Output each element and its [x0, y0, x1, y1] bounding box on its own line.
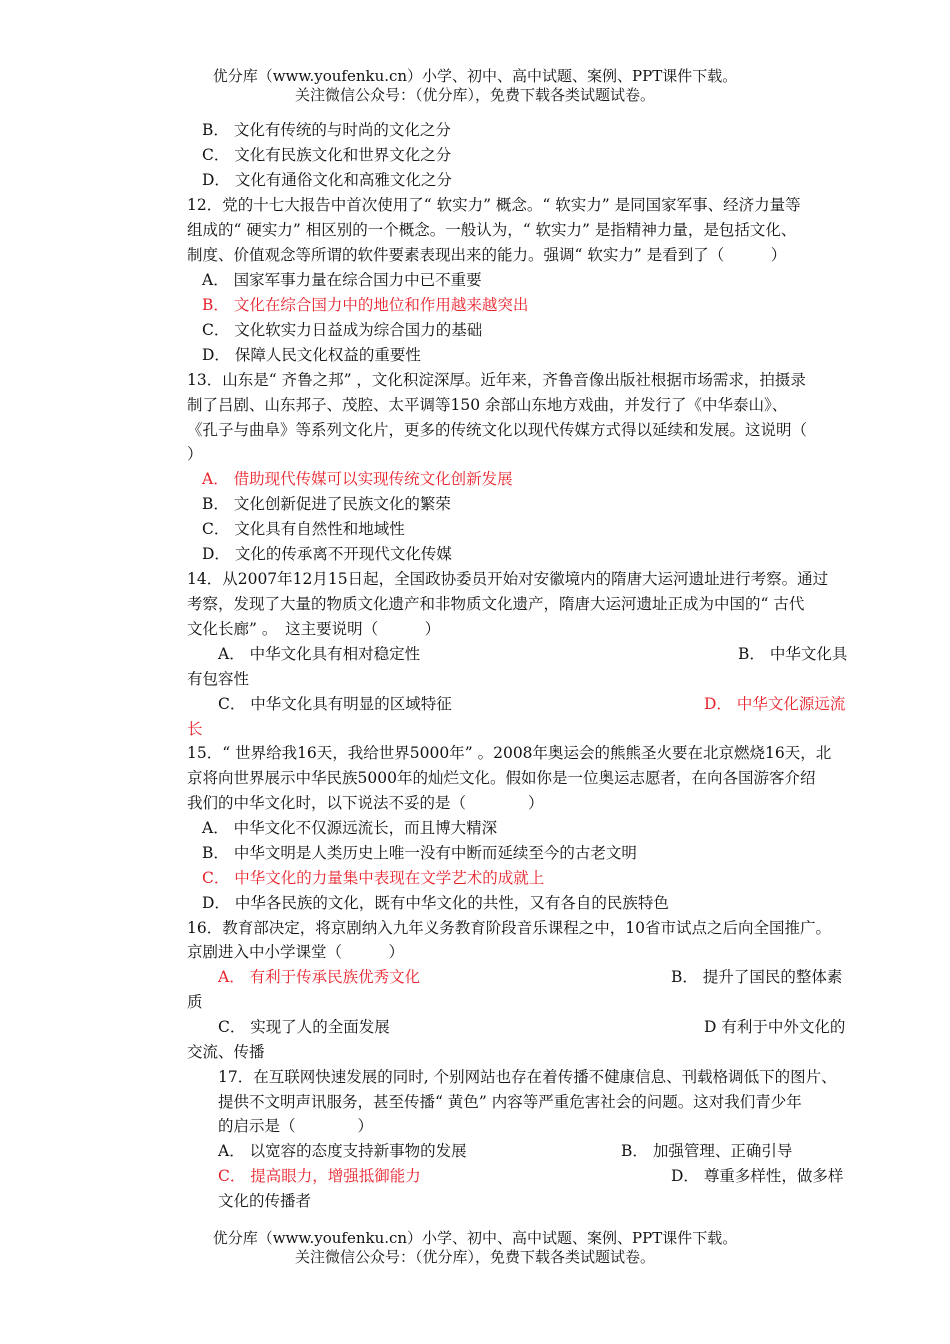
q16-stem-line-1: 16．教育部决定，将京剧纳入九年义务教育阶段音乐课程之中，10省市试点之后向全国推广。 — [187, 919, 831, 937]
header-line-2: 关注微信公众号：（优分库），免费下载各类试题试卷。 — [294, 86, 655, 104]
q17-stem-line-2: 提供不文明声讯服务，甚至传播“ 黄色” 内容等严重危害社会的问题。这对我们青少年 — [218, 1093, 802, 1111]
q11-option-c: C． 文化有民族文化和世界文化之分 — [202, 146, 452, 164]
q16-option-b: B． 提升了国民的整体素 — [671, 968, 843, 986]
q17-option-d: D． 尊重多样性，做多样 — [671, 1167, 844, 1185]
q14-stem-line-2: 考察，发现了大量的物质文化遗产和非物质文化遗产，隋唐大运河遗址正成为中国的“ 古代 — [187, 595, 805, 613]
q16-option-b-continued: 质 — [187, 993, 203, 1011]
q14-option-c: C． 中华文化具有明显的区域特征 — [218, 695, 452, 713]
q12-option-d: D． 保障人民文化权益的重要性 — [202, 346, 421, 364]
q15-option-b: B． 中华文明是人类历史上唯一没有中断而延续至今的古老文明 — [202, 844, 637, 862]
q15-option-d: D． 中华各民族的文化，既有中华文化的共性，又有各自的民族特色 — [202, 894, 669, 912]
q15-stem-line-1: 15．“ 世界给我16天，我给世界5000年” 。2008年奥运会的熊熊圣火要在北京燃烧16天，北 — [187, 744, 832, 762]
q15-option-a: A． 中华文化不仅源远流长，而且博大精深 — [202, 819, 498, 837]
header-line-1: 优分库（www.youfenku.cn）小学、初中、高中试题、案例、PPT课件下载。 — [212, 67, 738, 85]
q16-stem-line-2: 京剧进入中小学课堂（ ） — [187, 943, 405, 961]
q13-option-c: C． 文化具有自然性和地域性 — [202, 520, 405, 538]
q16-option-a-answer: A． 有利于传承民族优秀文化 — [218, 968, 421, 986]
q11-option-b: B． 文化有传统的与时尚的文化之分 — [202, 121, 451, 139]
q12-stem-line-3: 制度、价值观念等所谓的软件要素表现出来的能力。强调“ 软实力” 是看到了（ ） — [187, 246, 787, 264]
q12-option-c: C． 文化软实力日益成为综合国力的基础 — [202, 321, 483, 339]
q12-stem-line-1: 12．党的十七大报告中首次使用了“ 软实力” 概念。“ 软实力” 是同国家军事、经济力量等 — [187, 196, 801, 214]
q14-option-b: B． 中华文化具 — [738, 645, 848, 663]
q17-option-d-continued: 文化的传播者 — [218, 1192, 312, 1210]
footer-line-2: 关注微信公众号：（优分库），免费下载各类试题试卷。 — [294, 1248, 655, 1266]
q17-option-c-answer: C． 提高眼力，增强抵御能力 — [218, 1167, 421, 1185]
q15-stem-line-3: 我们的中华文化时，以下说法不妥的是（ ） — [187, 794, 544, 812]
q13-stem-line-4: ） — [187, 445, 203, 463]
q14-option-d-continued: 长 — [187, 720, 203, 738]
q12-option-b-answer: B． 文化在综合国力中的地位和作用越来越突出 — [202, 296, 529, 314]
q14-option-d-answer: D． 中华文化源远流 — [704, 695, 846, 713]
q14-stem-line-3: 文化长廊” 。 这主要说明（ ） — [187, 620, 441, 638]
q12-option-a: A． 国家军事力量在综合国力中已不重要 — [202, 271, 482, 289]
q17-stem-line-3: 的启示是（ ） — [218, 1117, 374, 1135]
footer-line-1: 优分库（www.youfenku.cn）小学、初中、高中试题、案例、PPT课件下载。 — [212, 1229, 738, 1247]
q11-option-d: D． 文化有通俗文化和高雅文化之分 — [202, 171, 452, 189]
q15-stem-line-2: 京将向世界展示中华民族5000年的灿烂文化。假如你是一位奥运志愿者，在向各国游客介绍 — [187, 769, 816, 787]
q13-option-a-answer: A． 借助现代传媒可以实现传统文化创新发展 — [202, 470, 513, 488]
q14-stem-line-1: 14．从2007年12月15日起，全国政协委员开始对安徽境内的隋唐大运河遗址进行考察。通过 — [187, 570, 829, 588]
q14-option-b-continued: 有包容性 — [187, 670, 250, 688]
q17-option-a: A． 以宽容的态度支持新事物的发展 — [218, 1142, 467, 1160]
q13-stem-line-2: 制了吕剧、山东邦子、茂腔、太平调等150 余部山东地方戏曲，并发行了《中华泰山》、 — [187, 396, 788, 414]
q13-stem-line-1: 13．山东是“ 齐鲁之邦” ，文化积淀深厚。近年来，齐鲁音像出版社根据市场需求，拍摄录 — [187, 371, 806, 389]
q16-option-c: C． 实现了人的全面发展 — [218, 1018, 390, 1036]
q12-stem-line-2: 组成的“ 硬实力” 相区别的一个概念。一般认为，“ 软实力” 是指精神力量，是包括文化、 — [187, 221, 797, 239]
q14-option-a: A． 中华文化具有相对稳定性 — [218, 645, 421, 663]
q16-option-d: D 有利于中外文化的 — [704, 1018, 846, 1036]
q17-option-b: B． 加强管理、正确引导 — [621, 1142, 793, 1160]
q13-stem-line-3: 《孔子与曲阜》等系列文化片，更多的传统文化以现代传媒方式得以延续和发展。这说明（ — [187, 421, 808, 439]
q15-option-c-answer: C． 中华文化的力量集中表现在文学艺术的成就上 — [202, 869, 545, 887]
q13-option-b: B． 文化创新促进了民族文化的繁荣 — [202, 495, 451, 513]
q16-option-d-continued: 交流、传播 — [187, 1043, 265, 1061]
q13-option-d: D． 文化的传承离不开现代文化传媒 — [202, 545, 452, 563]
q17-stem-line-1: 17．在互联网快速发展的同时, 个别网站也存在着传播不健康信息、刊载格调低下的图片、 — [218, 1068, 837, 1086]
